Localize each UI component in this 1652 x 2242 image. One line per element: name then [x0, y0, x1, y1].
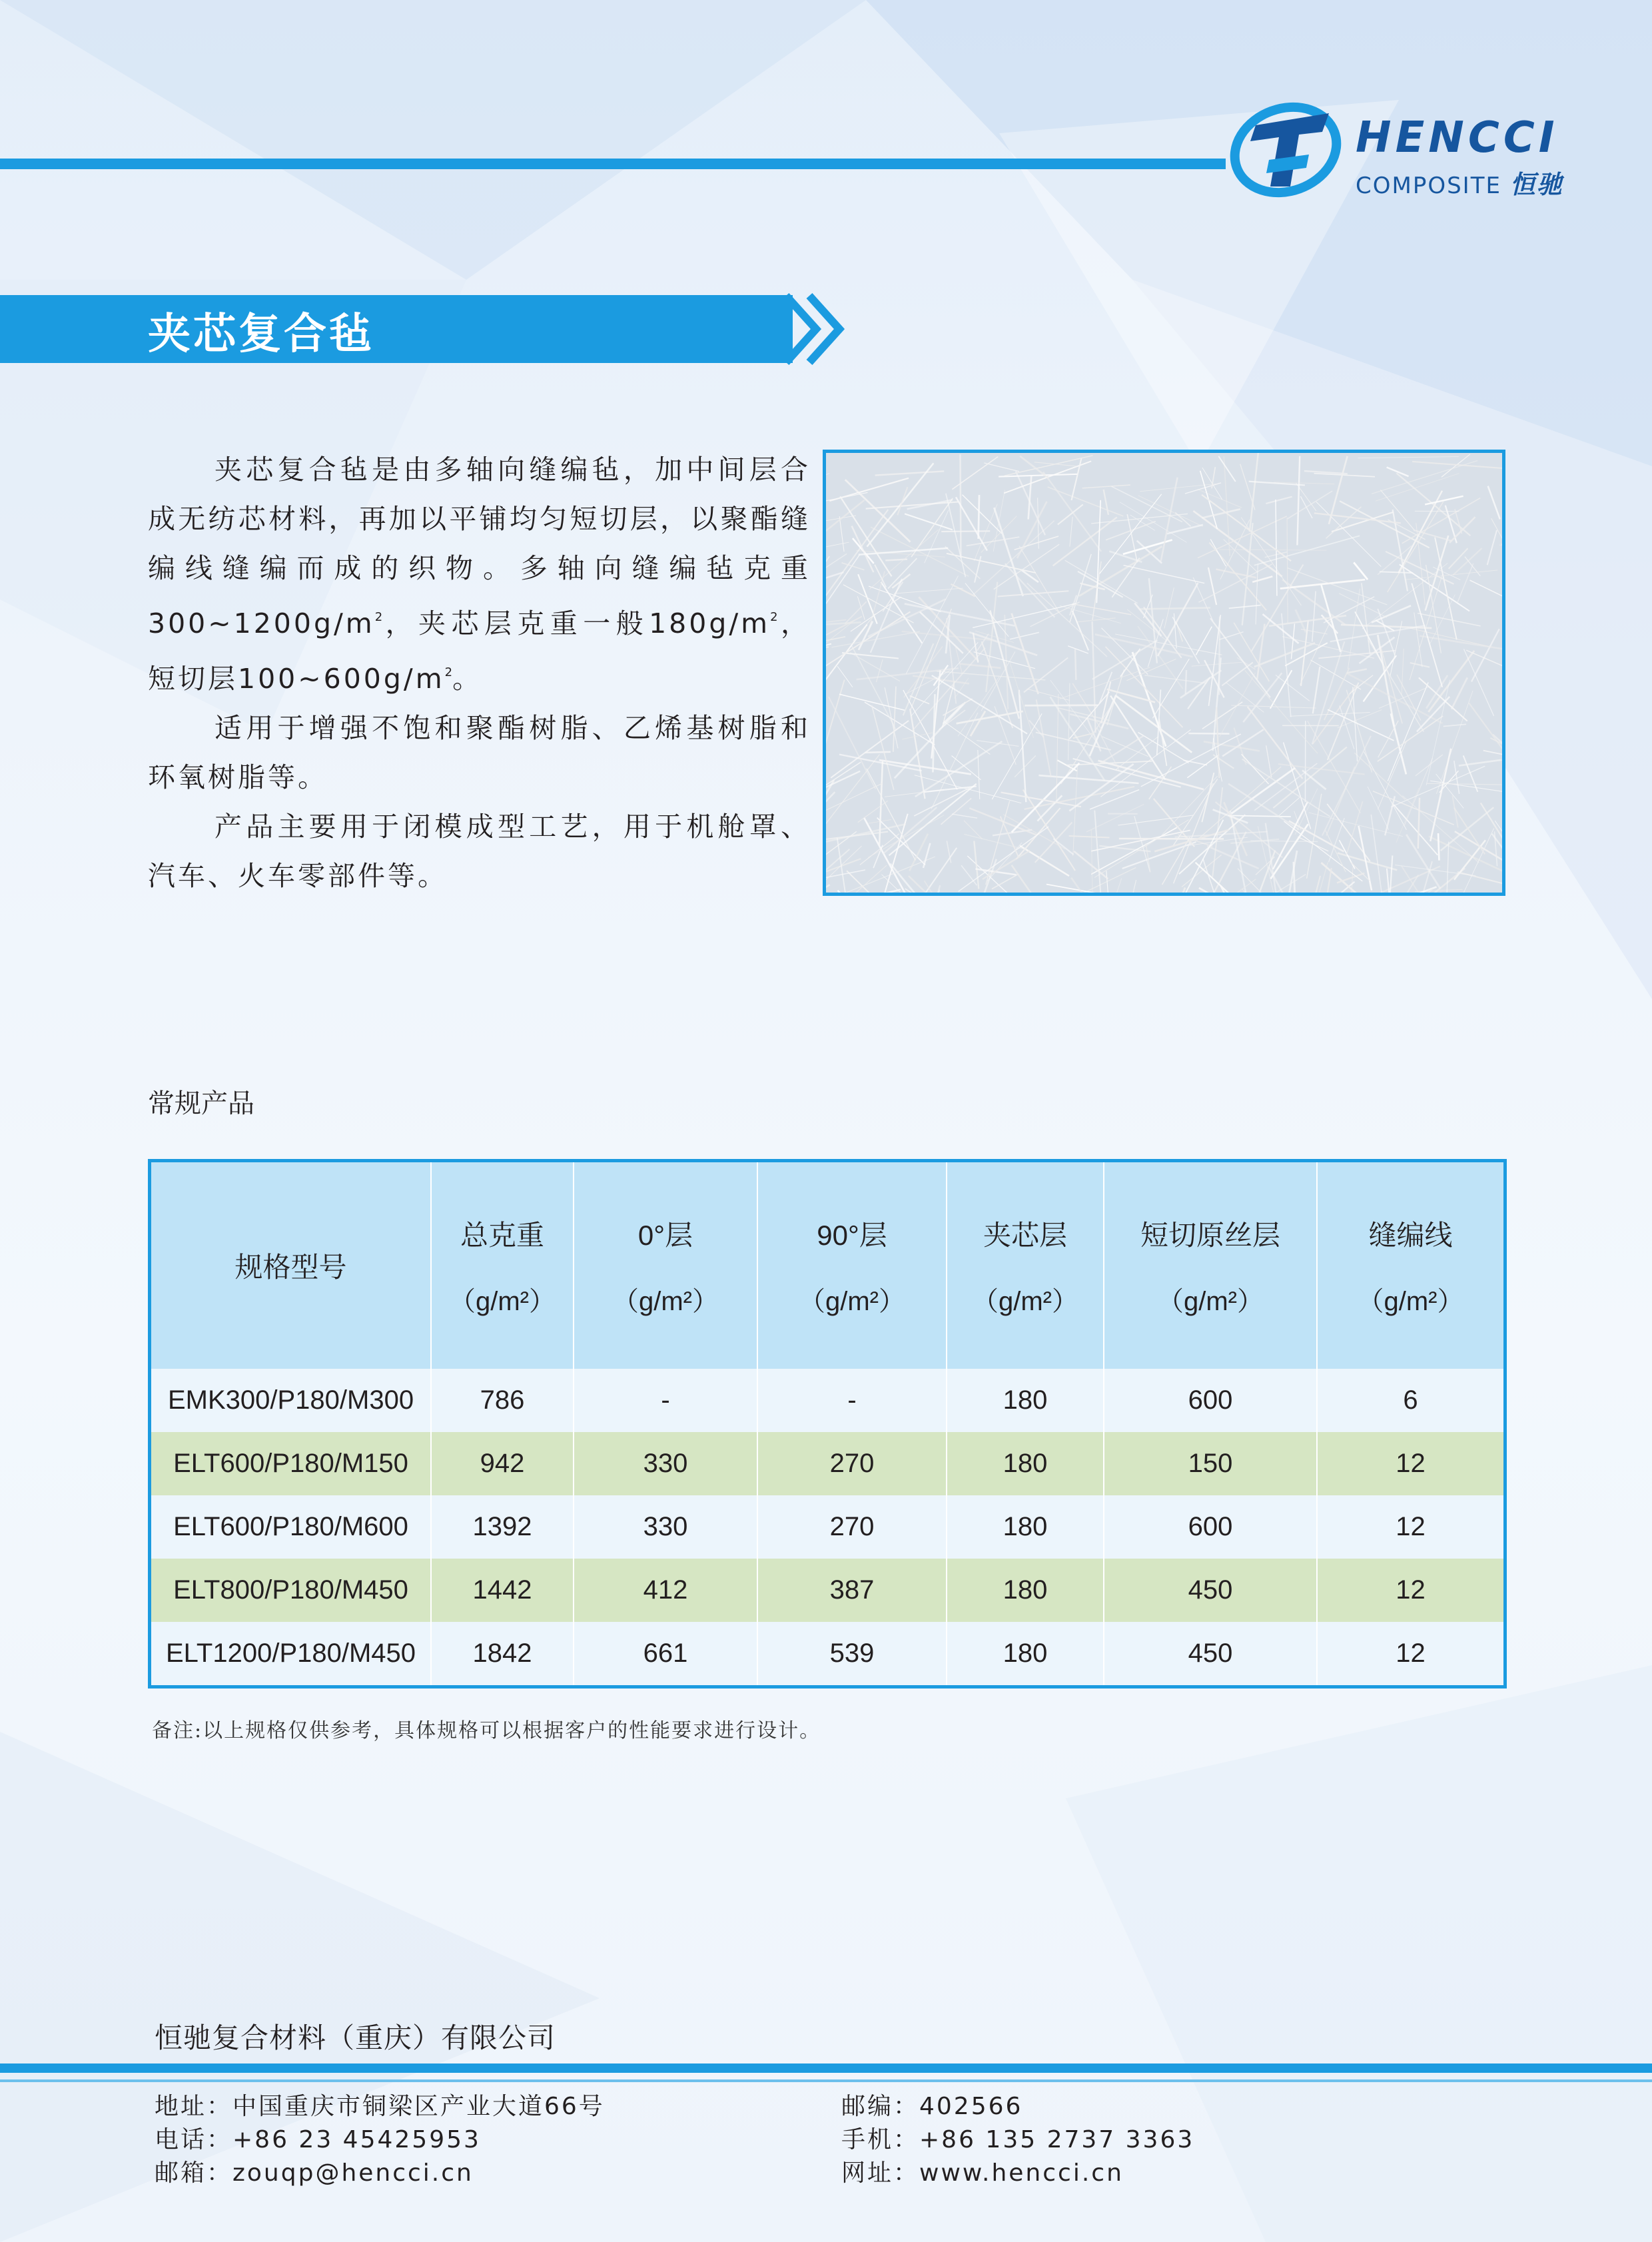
- cell: -: [757, 1369, 947, 1432]
- cell: 330: [574, 1495, 757, 1559]
- header-90-layer: 90°层 （g/m²）: [757, 1162, 947, 1369]
- logo-sub-en: COMPOSITE: [1356, 173, 1501, 199]
- table-row: [151, 1622, 1503, 1685]
- email: 邮箱：zouqp@hencci.cn: [155, 2159, 474, 2187]
- section-title: 夹芯复合毡: [148, 310, 374, 359]
- cell: 150: [1104, 1432, 1317, 1495]
- cell: 270: [757, 1432, 947, 1495]
- contact-right: [841, 2090, 1194, 2190]
- cell: 12: [1317, 1432, 1503, 1495]
- logo-subtitle: [1356, 164, 1563, 200]
- table-header-row: [151, 1162, 1503, 1369]
- section-title-banner: [0, 295, 793, 363]
- cell: 786: [431, 1369, 574, 1432]
- cell: 1842: [431, 1622, 574, 1685]
- footer-rule-thin: [0, 2079, 1652, 2082]
- fiber-mat-image: [826, 453, 1502, 893]
- table-row: [151, 1369, 1503, 1432]
- cell: 387: [757, 1559, 947, 1622]
- cell-model: EMK300/P180/M300: [167, 1385, 414, 1415]
- header-chopped-layer: 短切原丝层 （g/m²）: [1104, 1162, 1317, 1369]
- logo-sub-cn: 恒驰: [1509, 170, 1563, 199]
- description-paragraph-3: 产品主要用于闭模成型工艺，用于机舱罩、汽车、火车零部件等。: [148, 811, 811, 892]
- cell: 270: [757, 1495, 947, 1559]
- cell: 6: [1317, 1369, 1503, 1432]
- cell: -: [574, 1369, 757, 1432]
- cell: 661: [574, 1622, 757, 1685]
- product-photo: [823, 450, 1505, 896]
- description-paragraph-2: 适用于增强不饱和聚酯树脂、乙烯基树脂和环氧树脂等。: [148, 712, 811, 793]
- cell: 1392: [431, 1495, 574, 1559]
- cell: 450: [1104, 1559, 1317, 1622]
- header-rule: [0, 159, 1226, 169]
- postcode: 邮编：402566: [841, 2093, 1023, 2120]
- address: 地址：中国重庆市铜梁区产业大道66号: [155, 2093, 605, 2120]
- cell: 539: [757, 1622, 947, 1685]
- company-name: 恒驰复合材料（重庆）有限公司: [155, 2022, 556, 2054]
- cell: 12: [1317, 1622, 1503, 1685]
- mobile: 手机：+86 135 2737 3363: [841, 2126, 1195, 2153]
- cell-model: ELT800/P180/M450: [173, 1575, 408, 1605]
- cell: 180: [947, 1559, 1104, 1622]
- cell: 1442: [431, 1559, 574, 1622]
- cell: 12: [1317, 1559, 1503, 1622]
- cell: 180: [947, 1369, 1104, 1432]
- contact-left: [155, 2090, 605, 2190]
- table-note: 备注:以上规格仅供参考，具体规格可以根据客户的性能要求进行设计。: [152, 1719, 821, 1742]
- cell-model: ELT600/P180/M600: [173, 1512, 408, 1541]
- cell-model: ELT1200/P180/M450: [165, 1639, 416, 1668]
- chevron-right-icon: [779, 292, 853, 366]
- cell: 180: [947, 1622, 1104, 1685]
- product-description: [148, 445, 811, 901]
- company-logo: [1229, 93, 1602, 206]
- cell: 450: [1104, 1622, 1317, 1685]
- cell: 600: [1104, 1495, 1317, 1559]
- footer-rule: [0, 2063, 1652, 2073]
- header-core-layer: 夹芯层 （g/m²）: [947, 1162, 1104, 1369]
- table-row: [151, 1432, 1503, 1495]
- logo-brand-name: HENCCI: [1356, 113, 1559, 163]
- hencci-logo-icon: [1229, 93, 1342, 206]
- table-row: [151, 1559, 1503, 1622]
- table-row: [151, 1495, 1503, 1559]
- cell-model: ELT600/P180/M150: [173, 1449, 408, 1478]
- header-0-layer: 0°层 （g/m²）: [574, 1162, 757, 1369]
- header-stitch-yarn: 缝编线 （g/m²）: [1317, 1162, 1503, 1369]
- cell: 412: [574, 1559, 757, 1622]
- cell: 942: [431, 1432, 574, 1495]
- description-paragraph-1: 夹芯复合毡是由多轴向缝编毡，加中间层合成无纺芯材料，再加以平铺均匀短切层，以聚酯缝编线缝编而成的织物。多轴向缝编毡克重$300\sim 1200g/m^2$，夹芯层克重一般$180g/m^2$，短切层$100\sim 600g/m^2$。: [148, 454, 811, 695]
- cell: 180: [947, 1495, 1104, 1559]
- product-table: [148, 1159, 1507, 1688]
- cell: 180: [947, 1432, 1104, 1495]
- header-total-weight: 总克重 （g/m²）: [431, 1162, 574, 1369]
- cell: 600: [1104, 1369, 1317, 1432]
- phone: 电话：+86 23 45425953: [155, 2126, 481, 2153]
- website: 网址：www.hencci.cn: [841, 2159, 1124, 2187]
- cell: 12: [1317, 1495, 1503, 1559]
- cell: 330: [574, 1432, 757, 1495]
- table-section-label: 常规产品: [148, 1088, 254, 1119]
- header-model: 规格型号: [234, 1252, 347, 1283]
